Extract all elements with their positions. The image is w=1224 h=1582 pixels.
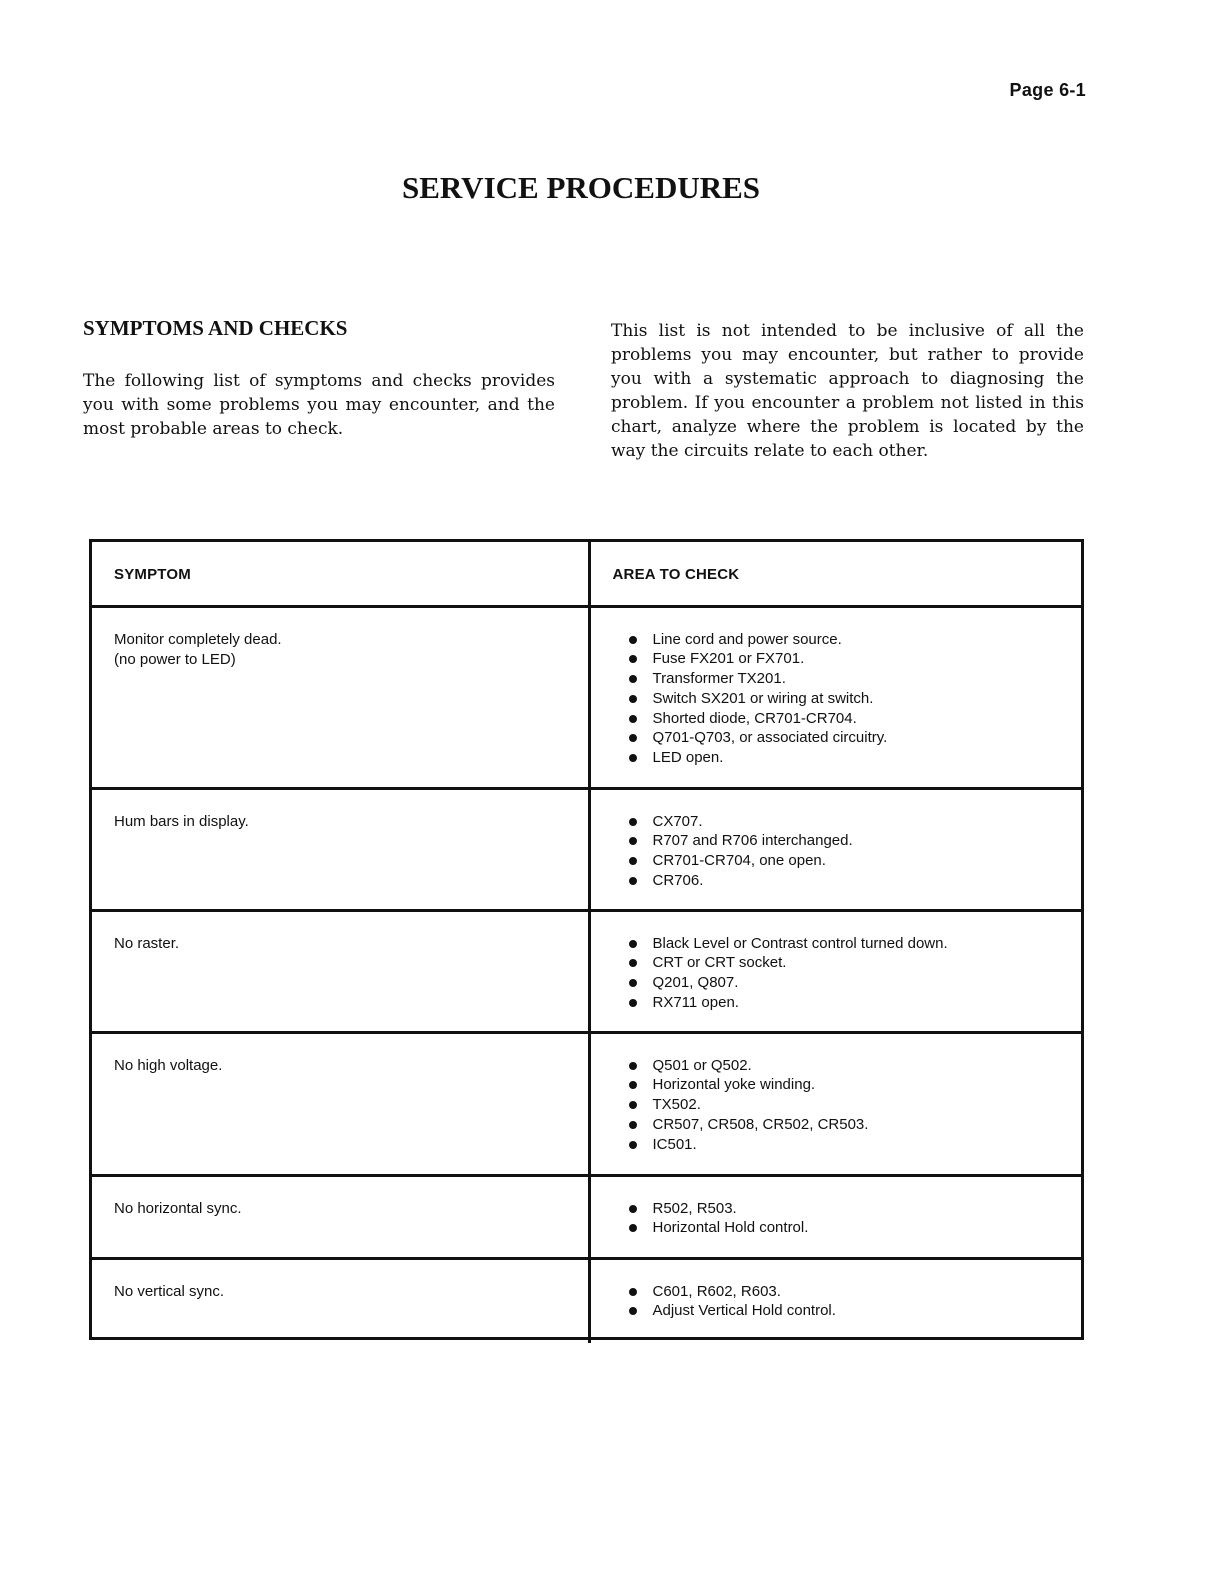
checks-cell xyxy=(589,1032,1081,1175)
checks-cell xyxy=(589,1175,1081,1258)
check-item xyxy=(629,709,1082,729)
bullet-icon xyxy=(629,1121,637,1129)
check-item xyxy=(629,934,1082,954)
check-item-text: CR706. xyxy=(652,871,704,889)
bullet-icon xyxy=(629,837,637,845)
bullet-icon xyxy=(629,754,637,762)
check-item-text: Q501 or Q502. xyxy=(652,1056,752,1074)
table-row xyxy=(92,910,1081,1032)
check-item-text: Fuse FX201 or FX701. xyxy=(652,650,805,668)
area-column-header: AREA TO CHECK xyxy=(612,566,740,583)
table-row xyxy=(92,1175,1081,1258)
check-item-text: RX711 open. xyxy=(652,993,739,1011)
table-row xyxy=(92,1032,1081,1175)
bullet-icon xyxy=(629,979,637,987)
check-item-text: C601, R602, R603. xyxy=(652,1282,781,1300)
bullet-icon xyxy=(629,1307,637,1315)
symptom-cell xyxy=(92,1258,589,1343)
check-item xyxy=(629,993,1082,1013)
check-item xyxy=(629,669,1082,689)
intro-paragraph-left: The following list of symptoms and checks provides you with some problems you may encounter, and the most probable areas to check. xyxy=(83,371,555,439)
bullet-icon xyxy=(629,1141,637,1149)
checks-cell xyxy=(589,606,1081,788)
check-list xyxy=(591,608,1082,769)
check-item xyxy=(629,953,1082,973)
bullet-icon xyxy=(629,636,637,644)
page-title: SERVICE PROCEDURES xyxy=(401,170,761,205)
bullet-icon xyxy=(629,655,637,663)
symptom-column-header: SYMPTOM xyxy=(114,566,191,583)
bullet-icon xyxy=(629,715,637,723)
check-item-text: Line cord and power source. xyxy=(652,630,842,648)
check-item xyxy=(629,831,1082,851)
check-item xyxy=(629,1199,1082,1219)
bullet-icon xyxy=(629,857,637,865)
table-row xyxy=(92,1258,1081,1343)
symptom-cell xyxy=(92,910,589,1032)
check-item-text: CR507, CR508, CR502, CR503. xyxy=(652,1115,869,1133)
check-item xyxy=(629,1301,1082,1321)
check-item-text: Shorted diode, CR701-CR704. xyxy=(652,709,857,727)
symptom-text: No vertical sync. xyxy=(114,1282,225,1300)
symptom-cell xyxy=(92,788,589,910)
section-heading: SYMPTOMS AND CHECKS xyxy=(83,316,348,340)
intro-paragraph-right: This list is not intended to be inclusive of all the problems you may encounter, but rather to provide you with a systematic approach to diagnosing the problem. If you encounter a problem not listed in this chart, analyze where the problem is located by the way the circuits relate to each other. xyxy=(611,321,1084,461)
check-item xyxy=(629,1282,1082,1302)
page-number: Page 6-1 xyxy=(1009,80,1086,100)
check-item xyxy=(629,812,1082,832)
symptom-cell xyxy=(92,606,589,788)
check-item-text: Adjust Vertical Hold control. xyxy=(652,1302,836,1320)
check-item-text: Black Level or Contrast control turned down. xyxy=(652,934,948,952)
check-item xyxy=(629,851,1082,871)
check-item-text: Switch SX201 or wiring at switch. xyxy=(652,689,874,707)
bullet-icon xyxy=(629,1101,637,1109)
check-item-text: LED open. xyxy=(652,749,724,767)
check-item-text: CR701-CR704, one open. xyxy=(652,852,826,870)
check-item xyxy=(629,728,1082,748)
check-item-text: Horizontal Hold control. xyxy=(652,1219,809,1237)
check-list xyxy=(591,1177,1082,1239)
check-item xyxy=(629,649,1082,669)
table-row xyxy=(92,606,1081,788)
checks-cell xyxy=(589,1258,1081,1343)
symptom-header-cell xyxy=(92,542,589,606)
check-item-text: Q701-Q703, or associated circuitry. xyxy=(652,729,888,747)
check-item xyxy=(629,1056,1082,1076)
bullet-icon xyxy=(629,877,637,885)
check-item xyxy=(629,1218,1082,1238)
check-item-text: Horizontal yoke winding. xyxy=(652,1076,816,1094)
bullet-icon xyxy=(629,818,637,826)
check-item xyxy=(629,1115,1082,1135)
check-item xyxy=(629,1095,1082,1115)
symptom-text: Monitor completely dead. (no power to LED) xyxy=(114,630,282,668)
check-list xyxy=(591,1034,1082,1155)
symptom-cell xyxy=(92,1032,589,1175)
check-item-text: Transformer TX201. xyxy=(652,670,786,688)
symptom-text: No high voltage. xyxy=(114,1056,223,1074)
bullet-icon xyxy=(629,959,637,967)
symptoms-table-grid xyxy=(92,542,1081,1343)
bullet-icon xyxy=(629,675,637,683)
symptom-text: No horizontal sync. xyxy=(114,1199,242,1217)
check-item xyxy=(629,748,1082,768)
check-item-text: IC501. xyxy=(652,1135,697,1153)
bullet-icon xyxy=(629,1288,637,1296)
check-item-text: R707 and R706 interchanged. xyxy=(652,832,853,850)
table-header-row xyxy=(92,542,1081,606)
check-item-text: CRT or CRT socket. xyxy=(652,954,787,972)
bullet-icon xyxy=(629,734,637,742)
bullet-icon xyxy=(629,999,637,1007)
check-item-text: Q201, Q807. xyxy=(652,974,739,992)
symptom-cell xyxy=(92,1175,589,1258)
check-item xyxy=(629,973,1082,993)
check-list xyxy=(591,790,1082,891)
check-item xyxy=(629,689,1082,709)
bullet-icon xyxy=(629,1062,637,1070)
checks-cell xyxy=(589,910,1081,1032)
bullet-icon xyxy=(629,940,637,948)
checks-cell xyxy=(589,788,1081,910)
bullet-icon xyxy=(629,1205,637,1213)
check-list xyxy=(591,912,1082,1013)
check-list xyxy=(591,1260,1082,1322)
bullet-icon xyxy=(629,1081,637,1089)
check-item xyxy=(629,1135,1082,1155)
bullet-icon xyxy=(629,1224,637,1232)
bullet-icon xyxy=(629,695,637,703)
check-item-text: TX502. xyxy=(652,1096,701,1114)
symptom-text: Hum bars in display. xyxy=(114,812,249,830)
symptom-text: No raster. xyxy=(114,934,180,952)
area-header-cell xyxy=(589,542,1081,606)
check-item-text: CX707. xyxy=(652,812,703,830)
symptoms-table xyxy=(89,539,1084,1340)
check-item xyxy=(629,871,1082,891)
check-item-text: R502, R503. xyxy=(652,1199,737,1217)
check-item xyxy=(629,1075,1082,1095)
check-item xyxy=(629,630,1082,650)
table-row xyxy=(92,788,1081,910)
